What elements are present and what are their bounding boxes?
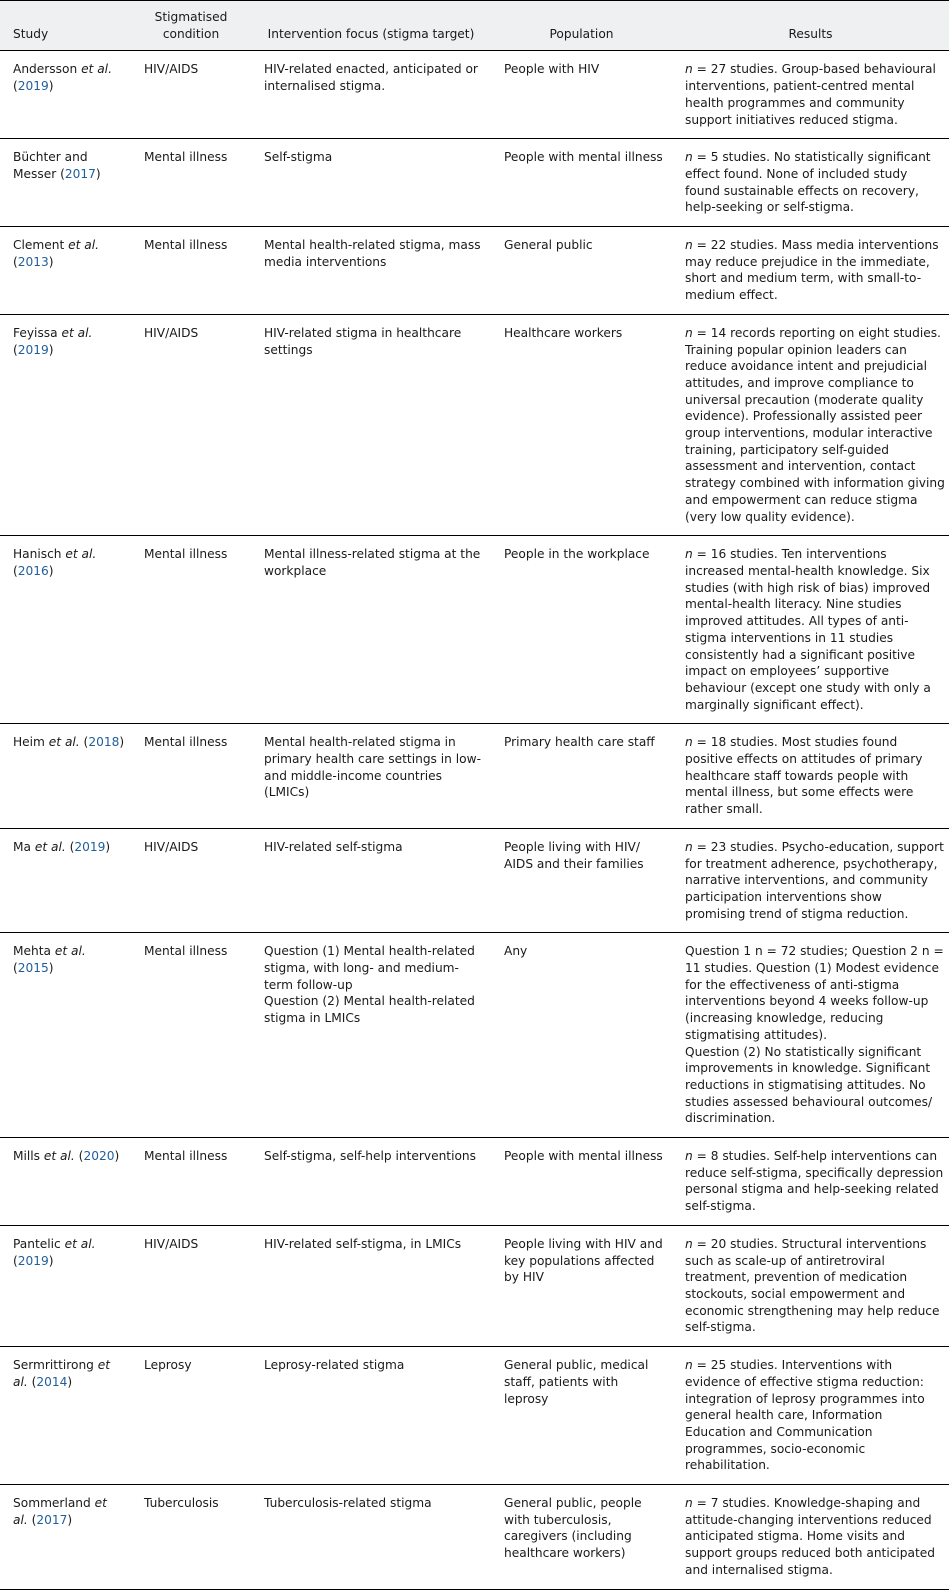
focus-cell: HIV-related self-stigma, in LMICs: [251, 1225, 491, 1346]
condition-cell: Mental illness: [131, 536, 251, 724]
study-author: Büchter and Messer: [13, 150, 88, 181]
results-text: = 5 studies. No statistically significant effect found. None of included study found sustainable effects on recovery, help-seeking or self-stigma.: [685, 150, 931, 215]
population-cell: People living with HIV/ AIDS and their families: [491, 828, 672, 933]
focus-cell: Self-stigma: [251, 139, 491, 227]
population-cell: Healthcare workers: [491, 314, 672, 535]
focus-cell: Mental health-related stigma, mass media interventions: [251, 227, 491, 315]
population-cell: People with mental illness: [491, 1138, 672, 1226]
study-cell: Pantelic et al. (2019): [0, 1225, 131, 1346]
population-cell: General public: [491, 227, 672, 315]
population-cell: People with mental illness: [491, 139, 672, 227]
results-text: = 25 studies. Interventions with evidence of effective stigma reduction: integration of leprosy programmes into general health care, Information Education and Communication programmes, socio-economic rehabilitation.: [685, 1358, 925, 1473]
study-year-link[interactable]: 2019: [17, 1253, 49, 1268]
header-study: Study: [0, 1, 131, 51]
table-row: [0, 724, 949, 829]
condition-cell: Mental illness: [131, 933, 251, 1138]
focus-cell: HIV-related stigma in healthcare settings: [251, 314, 491, 535]
population-cell: People in the workplace: [491, 536, 672, 724]
population-cell: General public, medical staff, patients with leprosy: [491, 1347, 672, 1485]
table-row: [0, 828, 949, 933]
study-cell: Büchter and Messer (2017): [0, 139, 131, 227]
n-symbol: n: [685, 1358, 693, 1373]
results-cell: [672, 1485, 949, 1590]
study-year-link[interactable]: 2019: [17, 79, 49, 94]
study-etal: et al.: [34, 839, 66, 854]
results-cell: [672, 1225, 949, 1346]
population-cell: General public, people with tuberculosis, caregivers (including healthcare workers): [491, 1485, 672, 1590]
focus-cell: HIV-related enacted, anticipated or internalised stigma.: [251, 51, 491, 139]
table-body: [0, 51, 949, 1589]
study-etal: et al.: [54, 944, 86, 959]
study-etal: et al.: [81, 62, 112, 77]
study-etal: et al.: [64, 1236, 96, 1251]
table-row: [0, 536, 949, 724]
study-year-link[interactable]: 2013: [17, 254, 49, 269]
n-symbol: n: [685, 325, 693, 340]
study-cell: Sermrittirong et al. (2014): [0, 1347, 131, 1485]
study-author: Heim: [13, 735, 45, 750]
results-text: = 27 studies. Group-based behavioural interventions, patient-centred mental health programmes and community support initiatives reduced stigma.: [685, 62, 936, 127]
study-year-link[interactable]: 2017: [36, 1512, 68, 1527]
condition-cell: Tuberculosis: [131, 1485, 251, 1590]
results-cell: [672, 139, 949, 227]
study-cell: Mehta et al. (2015): [0, 933, 131, 1138]
results-cell: [672, 828, 949, 933]
study-cell: Mills et al. (2020): [0, 1138, 131, 1226]
n-symbol: n: [685, 238, 693, 253]
header-population: Population: [491, 1, 672, 51]
study-year-link[interactable]: 2014: [36, 1374, 68, 1389]
study-year-link[interactable]: 2020: [83, 1149, 115, 1164]
study-cell: Hanisch et al. (2016): [0, 536, 131, 724]
study-author: Sermrittirong: [13, 1358, 94, 1373]
condition-cell: Mental illness: [131, 1138, 251, 1226]
results-cell: [672, 227, 949, 315]
study-year-link[interactable]: 2018: [88, 735, 120, 750]
results-text: = 20 studies. Structural interventions such as scale-up of antiretroviral treatment, prevention of medication stockouts, social empowerment and economic strengthening may help reduce self-stigma.: [685, 1236, 940, 1335]
study-etal: et al.: [61, 325, 93, 340]
n-symbol: n: [685, 150, 693, 165]
n-symbol: n: [685, 1149, 693, 1164]
study-etal: et al.: [43, 1149, 75, 1164]
condition-cell: HIV/AIDS: [131, 828, 251, 933]
population-cell: People with HIV: [491, 51, 672, 139]
study-year-link[interactable]: 2019: [74, 839, 106, 854]
focus-cell: Leprosy-related stigma: [251, 1347, 491, 1485]
focus-cell: Tuberculosis-related stigma: [251, 1485, 491, 1590]
focus-cell: Question (1) Mental health-related stigma, with long- and medium-term follow-up Question (2) Mental health-related stigma in LMICs: [251, 933, 491, 1138]
study-etal: et al.: [65, 547, 97, 562]
focus-cell: HIV-related self-stigma: [251, 828, 491, 933]
study-author: Sommerland: [13, 1496, 91, 1511]
n-symbol: n: [685, 1496, 693, 1511]
condition-cell: Mental illness: [131, 724, 251, 829]
results-cell: [672, 1347, 949, 1485]
study-author: Clement: [13, 238, 65, 253]
study-author: Andersson: [13, 62, 78, 77]
population-cell: Primary health care staff: [491, 724, 672, 829]
results-cell: [672, 51, 949, 139]
study-author: Ma: [13, 839, 31, 854]
study-author: Pantelic: [13, 1236, 61, 1251]
study-year-link[interactable]: 2016: [17, 563, 49, 578]
study-author: Mills: [13, 1149, 41, 1164]
results-text: = 22 studies. Mass media interventions may reduce prejudice in the immediate, short and medium term, with small-to-medium effect.: [685, 238, 939, 303]
results-cell: [672, 314, 949, 535]
results-text: = 23 studies. Psycho-education, support for treatment adherence, psychotherapy, narrative interventions, and community participation interventions show promising trend of stigma reduction.: [685, 839, 944, 921]
study-etal: et al.: [48, 735, 80, 750]
results-cell: [672, 933, 949, 1138]
n-symbol: n: [685, 735, 693, 750]
study-author: Hanisch: [13, 547, 62, 562]
condition-cell: HIV/AIDS: [131, 1225, 251, 1346]
study-cell: Andersson et al. (2019): [0, 51, 131, 139]
condition-cell: HIV/AIDS: [131, 51, 251, 139]
study-year-link[interactable]: 2019: [17, 342, 49, 357]
study-cell: Heim et al. (2018): [0, 724, 131, 829]
focus-cell: Mental illness-related stigma at the workplace: [251, 536, 491, 724]
study-cell: Ma et al. (2019): [0, 828, 131, 933]
header-results: Results: [672, 1, 949, 51]
results-text: = 8 studies. Self-help interventions can reduce self-stigma, specifically depression personal stigma and help-seeking related self-stigma.: [685, 1149, 944, 1214]
study-etal: et al.: [13, 1358, 111, 1389]
study-author: Feyissa: [13, 325, 58, 340]
population-cell: Any: [491, 933, 672, 1138]
table-row: [0, 1485, 949, 1590]
study-year-link[interactable]: 2015: [17, 961, 49, 976]
population-cell: People living with HIV and key populations affected by HIV: [491, 1225, 672, 1346]
table-row: [0, 139, 949, 227]
condition-cell: Leprosy: [131, 1347, 251, 1485]
study-year-link[interactable]: 2017: [64, 166, 96, 181]
study-author: Mehta: [13, 944, 51, 959]
study-etal: et al.: [13, 1496, 107, 1527]
condition-cell: HIV/AIDS: [131, 314, 251, 535]
focus-cell: Mental health-related stigma in primary health care settings in low- and middle-income countries (LMICs): [251, 724, 491, 829]
results-text: = 14 records reporting on eight studies. Training popular opinion leaders can reduce avoidance intent and prejudicial attitudes, and improve compliance to universal precaution (moderate quality evidence). Professionally assisted peer group interventions, modular interactive training, participatory self-guided assessment and intervention, contact strategy combined with information giving and empowerment can reduce stigma (very low quality evidence).: [685, 325, 945, 524]
header-focus: Intervention focus (stigma target): [251, 1, 491, 51]
table-row: [0, 314, 949, 535]
study-cell: Feyissa et al. (2019): [0, 314, 131, 535]
results-text: = 18 studies. Most studies found positive effects on attitudes of primary healthcare staff towards people with mental illness, but some effects were rather small.: [685, 735, 923, 817]
n-symbol: n: [685, 547, 693, 562]
focus-cell: Self-stigma, self-help interventions: [251, 1138, 491, 1226]
results-text: Question 1 n = 72 studies; Question 2 n = 11 studies. Question (1) Modest evidence for the effectiveness of anti-stigma interventions beyond 4 weeks follow-up (increasing knowledge, reducing stigmatising attitudes). Question (2) No statistically significant improvements in knowledge. Significant reductions in stigmatising attitudes. No studies assessed behavioural outcomes/ discrimination.: [685, 944, 944, 1126]
n-symbol: n: [685, 1236, 693, 1251]
header-row: [0, 1, 949, 51]
results-text: = 16 studies. Ten interventions increased mental-health knowledge. Six studies (with high risk of bias) improved mental-health literacy. Nine studies improved attitudes. All types of anti-stigma interventions in 11 studies consistently had a significant positive impact on employees’ supportive behaviour (except one study with only a marginally significant effect).: [685, 547, 931, 712]
results-cell: [672, 536, 949, 724]
study-cell: Sommerland et al. (2017): [0, 1485, 131, 1590]
study-etal: et al.: [68, 238, 100, 253]
table-row: [0, 1347, 949, 1485]
table-header: [0, 1, 949, 51]
table-row: [0, 227, 949, 315]
condition-cell: Mental illness: [131, 139, 251, 227]
results-text: = 7 studies. Knowledge-shaping and attitude-changing interventions reduced anticipated stigma. Home visits and support groups reduced both anticipated and internalised stigma.: [685, 1496, 936, 1577]
header-condition: Stigmatised condition: [131, 1, 251, 51]
n-symbol: n: [685, 62, 693, 77]
table-row: [0, 1138, 949, 1226]
results-cell: [672, 1138, 949, 1226]
study-cell: Clement et al. (2013): [0, 227, 131, 315]
n-symbol: n: [685, 839, 693, 854]
condition-cell: Mental illness: [131, 227, 251, 315]
table-row: [0, 1225, 949, 1346]
table-row: [0, 933, 949, 1138]
results-cell: [672, 724, 949, 829]
table-row: [0, 51, 949, 139]
